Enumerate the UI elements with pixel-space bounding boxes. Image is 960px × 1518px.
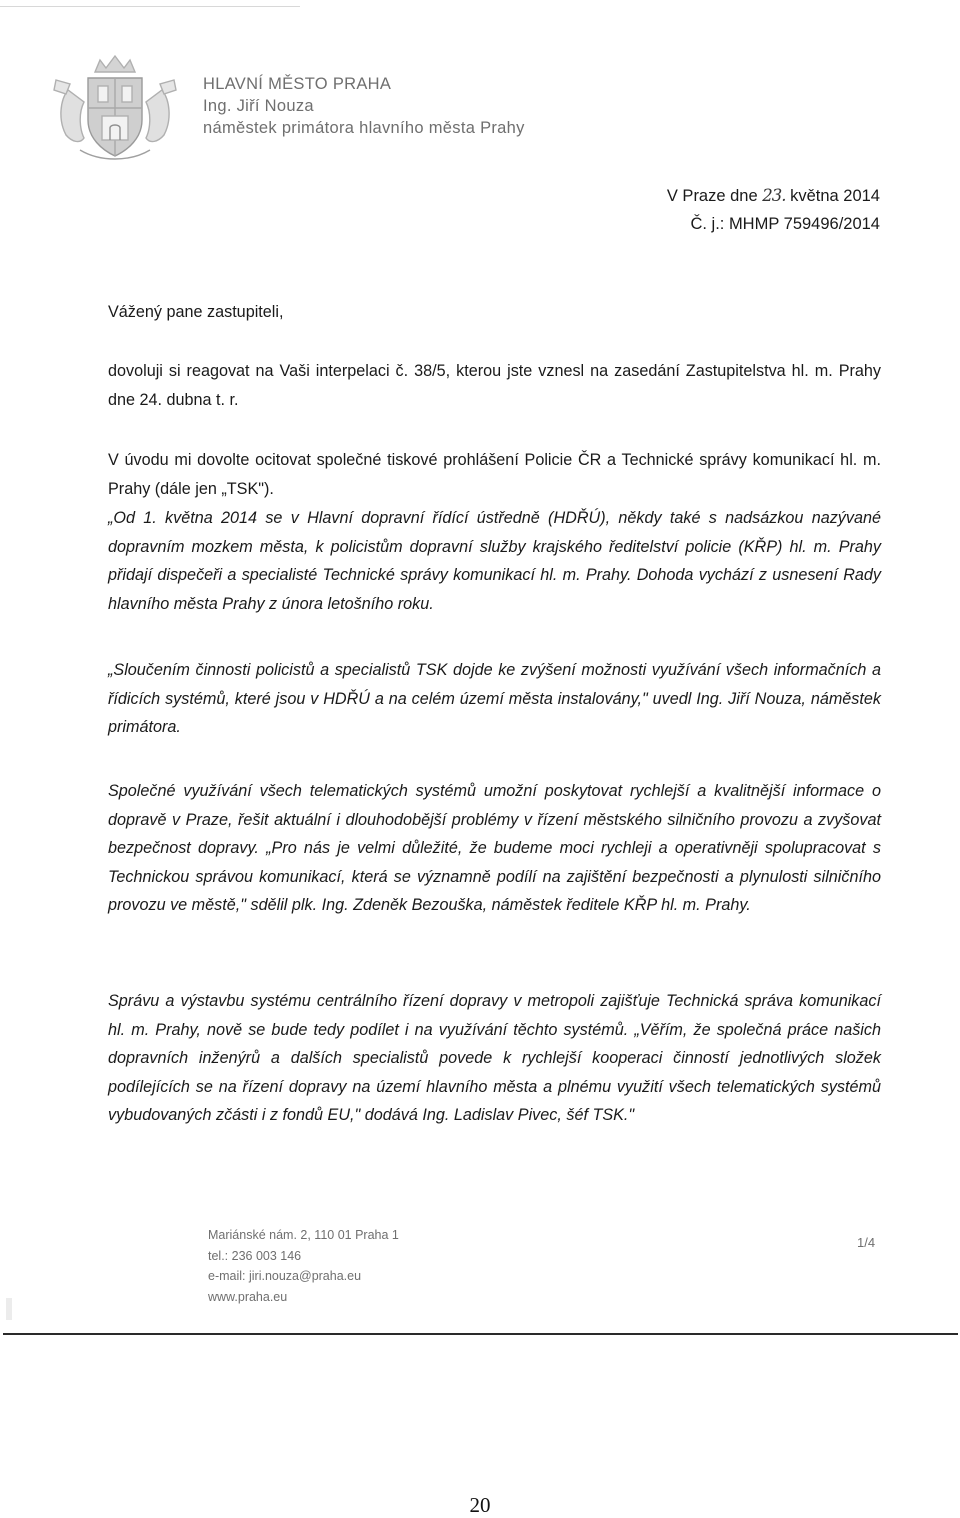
date-prefix: V Praze dne xyxy=(666,187,758,205)
paragraph-quote-4: Správu a výstavbu systému centrálního řízení dopravy v metropoli zajišťuje Technická správa komunikací hl. m. Prahy, nově se bude tedy podílet i na využívání těchto systémů. „Věřím, že společná práce našich dopravních inženýrů a dalších specialistů povede k rychlejší kooperaci činností jednotlivých složek podílejících se na řízení dopravy na území hlavního města a plnému využití všech telematických systémů vybudovaných zčásti i z fondů EU," dodává Ing. Ladislav Pivec, šéf TSK." xyxy=(108,992,881,1125)
scan-mark xyxy=(6,1298,12,1320)
salutation: Vážený pane zastupiteli, xyxy=(108,303,284,321)
letterhead-organization: HLAVNÍ MĚSTO PRAHA xyxy=(203,75,392,93)
reference-number: Č. j.: MHMP 759496/2014 xyxy=(690,215,880,233)
document-page-number: 20 xyxy=(469,1493,491,1517)
footer-contact xyxy=(208,1225,399,1307)
letterhead-position: náměstek primátora hlavního města Prahy xyxy=(203,119,525,137)
footer-web: www.praha.eu xyxy=(208,1289,288,1304)
letterhead xyxy=(203,73,525,139)
prague-coat-of-arms-icon xyxy=(50,50,180,165)
date-rest: května 2014 xyxy=(785,187,880,205)
footer-phone: tel.: 236 003 146 xyxy=(208,1248,302,1263)
paragraph-quote-2: „Sloučením činnosti policistů a specialistů TSK dojde ke zvýšení možnosti využívání všech informačních a řídicích systémů, které jsou v HDŘÚ a na celém území města instalovány," uvedl Ing. Jiří Nouza, náměstek primátora. xyxy=(108,661,881,737)
date-day-handwritten: 23. xyxy=(762,186,786,205)
paragraph-quote-1: „Od 1. května 2014 se v Hlavní dopravní řídící ústředně (HDŘÚ), někdy také s nadsázkou nazývané dopravním mozkem města, k policistům dopravní služby krajského ředitelství policie (KŘP) hl. m. Prahy přidají dispečeři a specialisté Technické správy komunikací hl. m. Prahy. Dohoda vychází z usnesení Rady hlavního města Prahy z února letošního roku. xyxy=(108,509,881,613)
footer-address: Mariánské nám. 2, 110 01 Praha 1 xyxy=(208,1228,399,1242)
letter-meta xyxy=(667,182,880,238)
paragraph-quote-3: Společné využívání všech telematických systémů umožní poskytovat rychlejší a kvalitnější informace o dopravě v Praze, řešit aktuální i dlouhodobější problémy v řízení městského silničního provozu a zvyšovat bezpečnost dopravy. „Pro nás je velmi důležité, že budeme moci rychleji a operativněji spolupracovat s Technickou správou komunikací, která se významně podílí na zajištění bezpečnosti a plynulosti silničního provozu ve městě," sdělil plk. Ing. Zdeněk Bezouška, náměstek ředitele KŘP hl. m. Prahy. xyxy=(108,782,881,915)
letter-page-indicator: 1/4 xyxy=(857,1235,876,1250)
footer-email: e-mail: jiri.nouza@praha.eu xyxy=(208,1269,362,1283)
paragraph-intro-statement: V úvodu mi dovolte ocitovat společné tiskové prohlášení Policie ČR a Technické správy komunikací hl. m. Prahy (dále jen „TSK"). xyxy=(108,451,881,498)
letter-date xyxy=(667,182,880,210)
bottom-rule xyxy=(3,1333,958,1335)
paragraph-interpellation: dovoluji si reagovat na Vaši interpelaci č. 38/5, kterou jste vznesl na zasedání Zastupitelstva hl. m. Prahy dne 24. dubna t. r. xyxy=(108,362,881,409)
top-rule xyxy=(0,6,300,7)
letterhead-name: Ing. Jiří Nouza xyxy=(203,97,314,115)
